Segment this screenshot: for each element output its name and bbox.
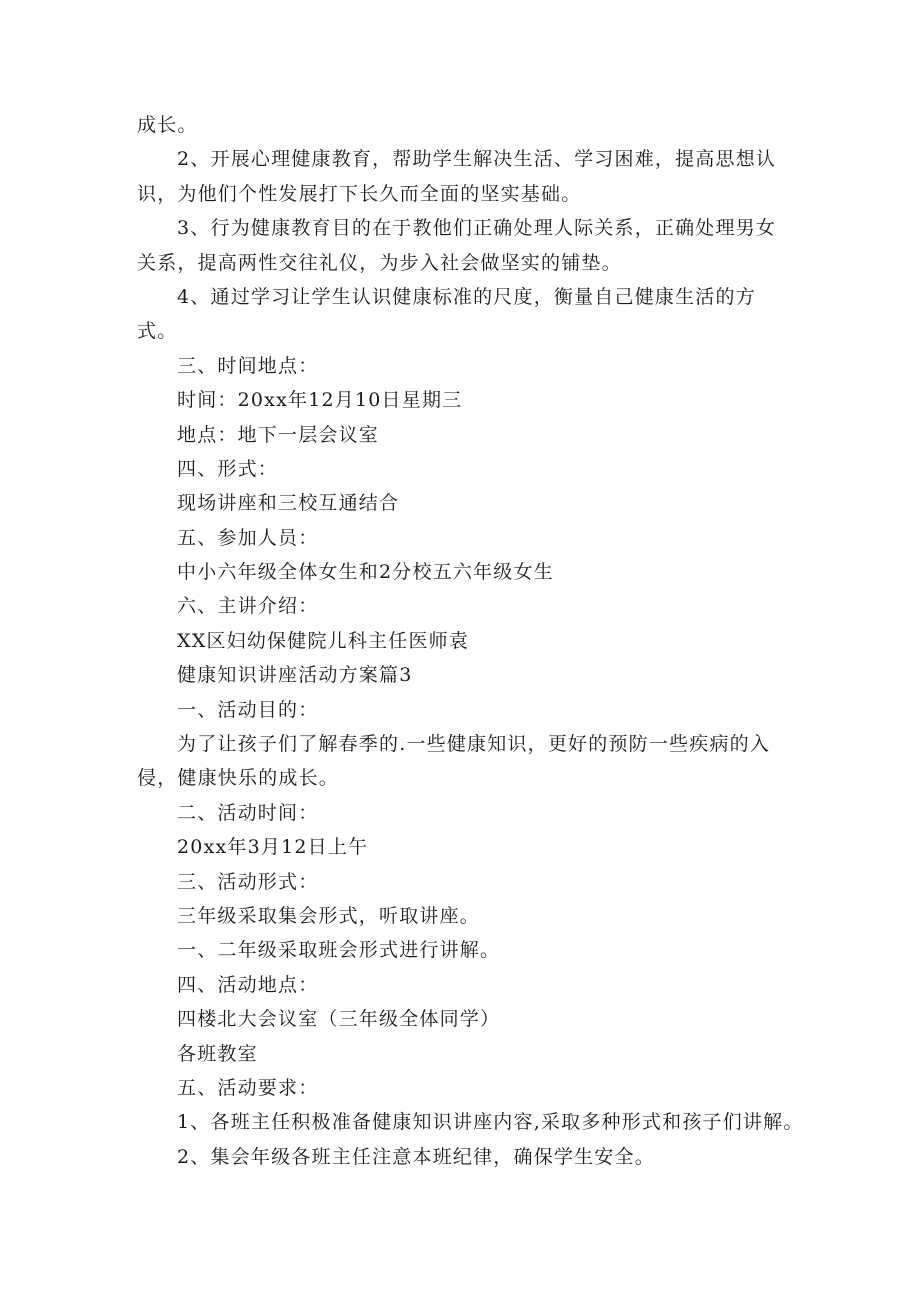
text-line: 各班教室 [177,1042,258,1065]
text-line: 健康知识讲座活动方案篇3 [177,664,413,687]
text-line: 一、二年级采取班会形式进行讲解。 [177,939,501,962]
text-line: 成长。 [137,114,198,136]
text-line: 式。 [137,320,178,343]
text-line: 1、各班主任积极准备健康知识讲座内容,采取多种形式和孩子们讲解。 [177,1111,804,1134]
text-line: 4、通过学习让学生认识健康标准的尺度，衡量自己健康生活的方 [177,285,756,308]
text-line: 中小六年级全体女生和2分校五六年级女生 [177,561,554,584]
text-line: 五、活动要求： [177,1076,319,1099]
text-line: 关系，提高两性交往礼仪，为步入社会做坚实的铺垫。 [137,251,622,274]
document-body [137,108,804,1174]
text-line: 2、集会年级各班主任注意本班纪律，确保学生安全。 [177,1145,655,1168]
text-line: 四、形式： [177,457,279,480]
text-line: 三、活动形式： [177,870,319,893]
text-line: 四楼北大会议室（三年级全体同学） [177,1008,501,1031]
text-line: 时间：20xx年12月10日星期三 [177,389,463,412]
text-line: 20xx年3月12日上午 [177,836,369,859]
text-line: 识，为他们个性发展打下长久而全面的坚实基础。 [137,182,582,205]
text-line: 地点：地下一层会议室 [177,423,380,446]
text-line: 三年级采取集会形式，听取讲座。 [177,904,481,927]
text-line: 现场讲座和三校互通结合 [177,492,400,515]
text-line: 侵，健康快乐的成长。 [137,767,340,790]
text-line: 2、开展心理健康教育，帮助学生解决生活、学习困难，提高思想认 [177,148,777,171]
text-line: 为了让孩子们了解春季的.一些健康知识，更好的预防一些疾病的入 [177,733,771,756]
text-line: 五、参加人员： [177,526,319,549]
text-line: 六、主讲介绍： [177,595,319,618]
text-line: 一、活动目的： [177,698,319,721]
text-line: XX区妇幼保健院儿科主任医师袁 [177,629,470,652]
text-line: 三、时间地点： [177,354,319,377]
text-line: 四、活动地点： [177,973,319,996]
text-line: 二、活动时间： [177,801,319,824]
text-line: 3、行为健康教育目的在于教他们正确处理人际关系，正确处理男女 [177,217,777,240]
